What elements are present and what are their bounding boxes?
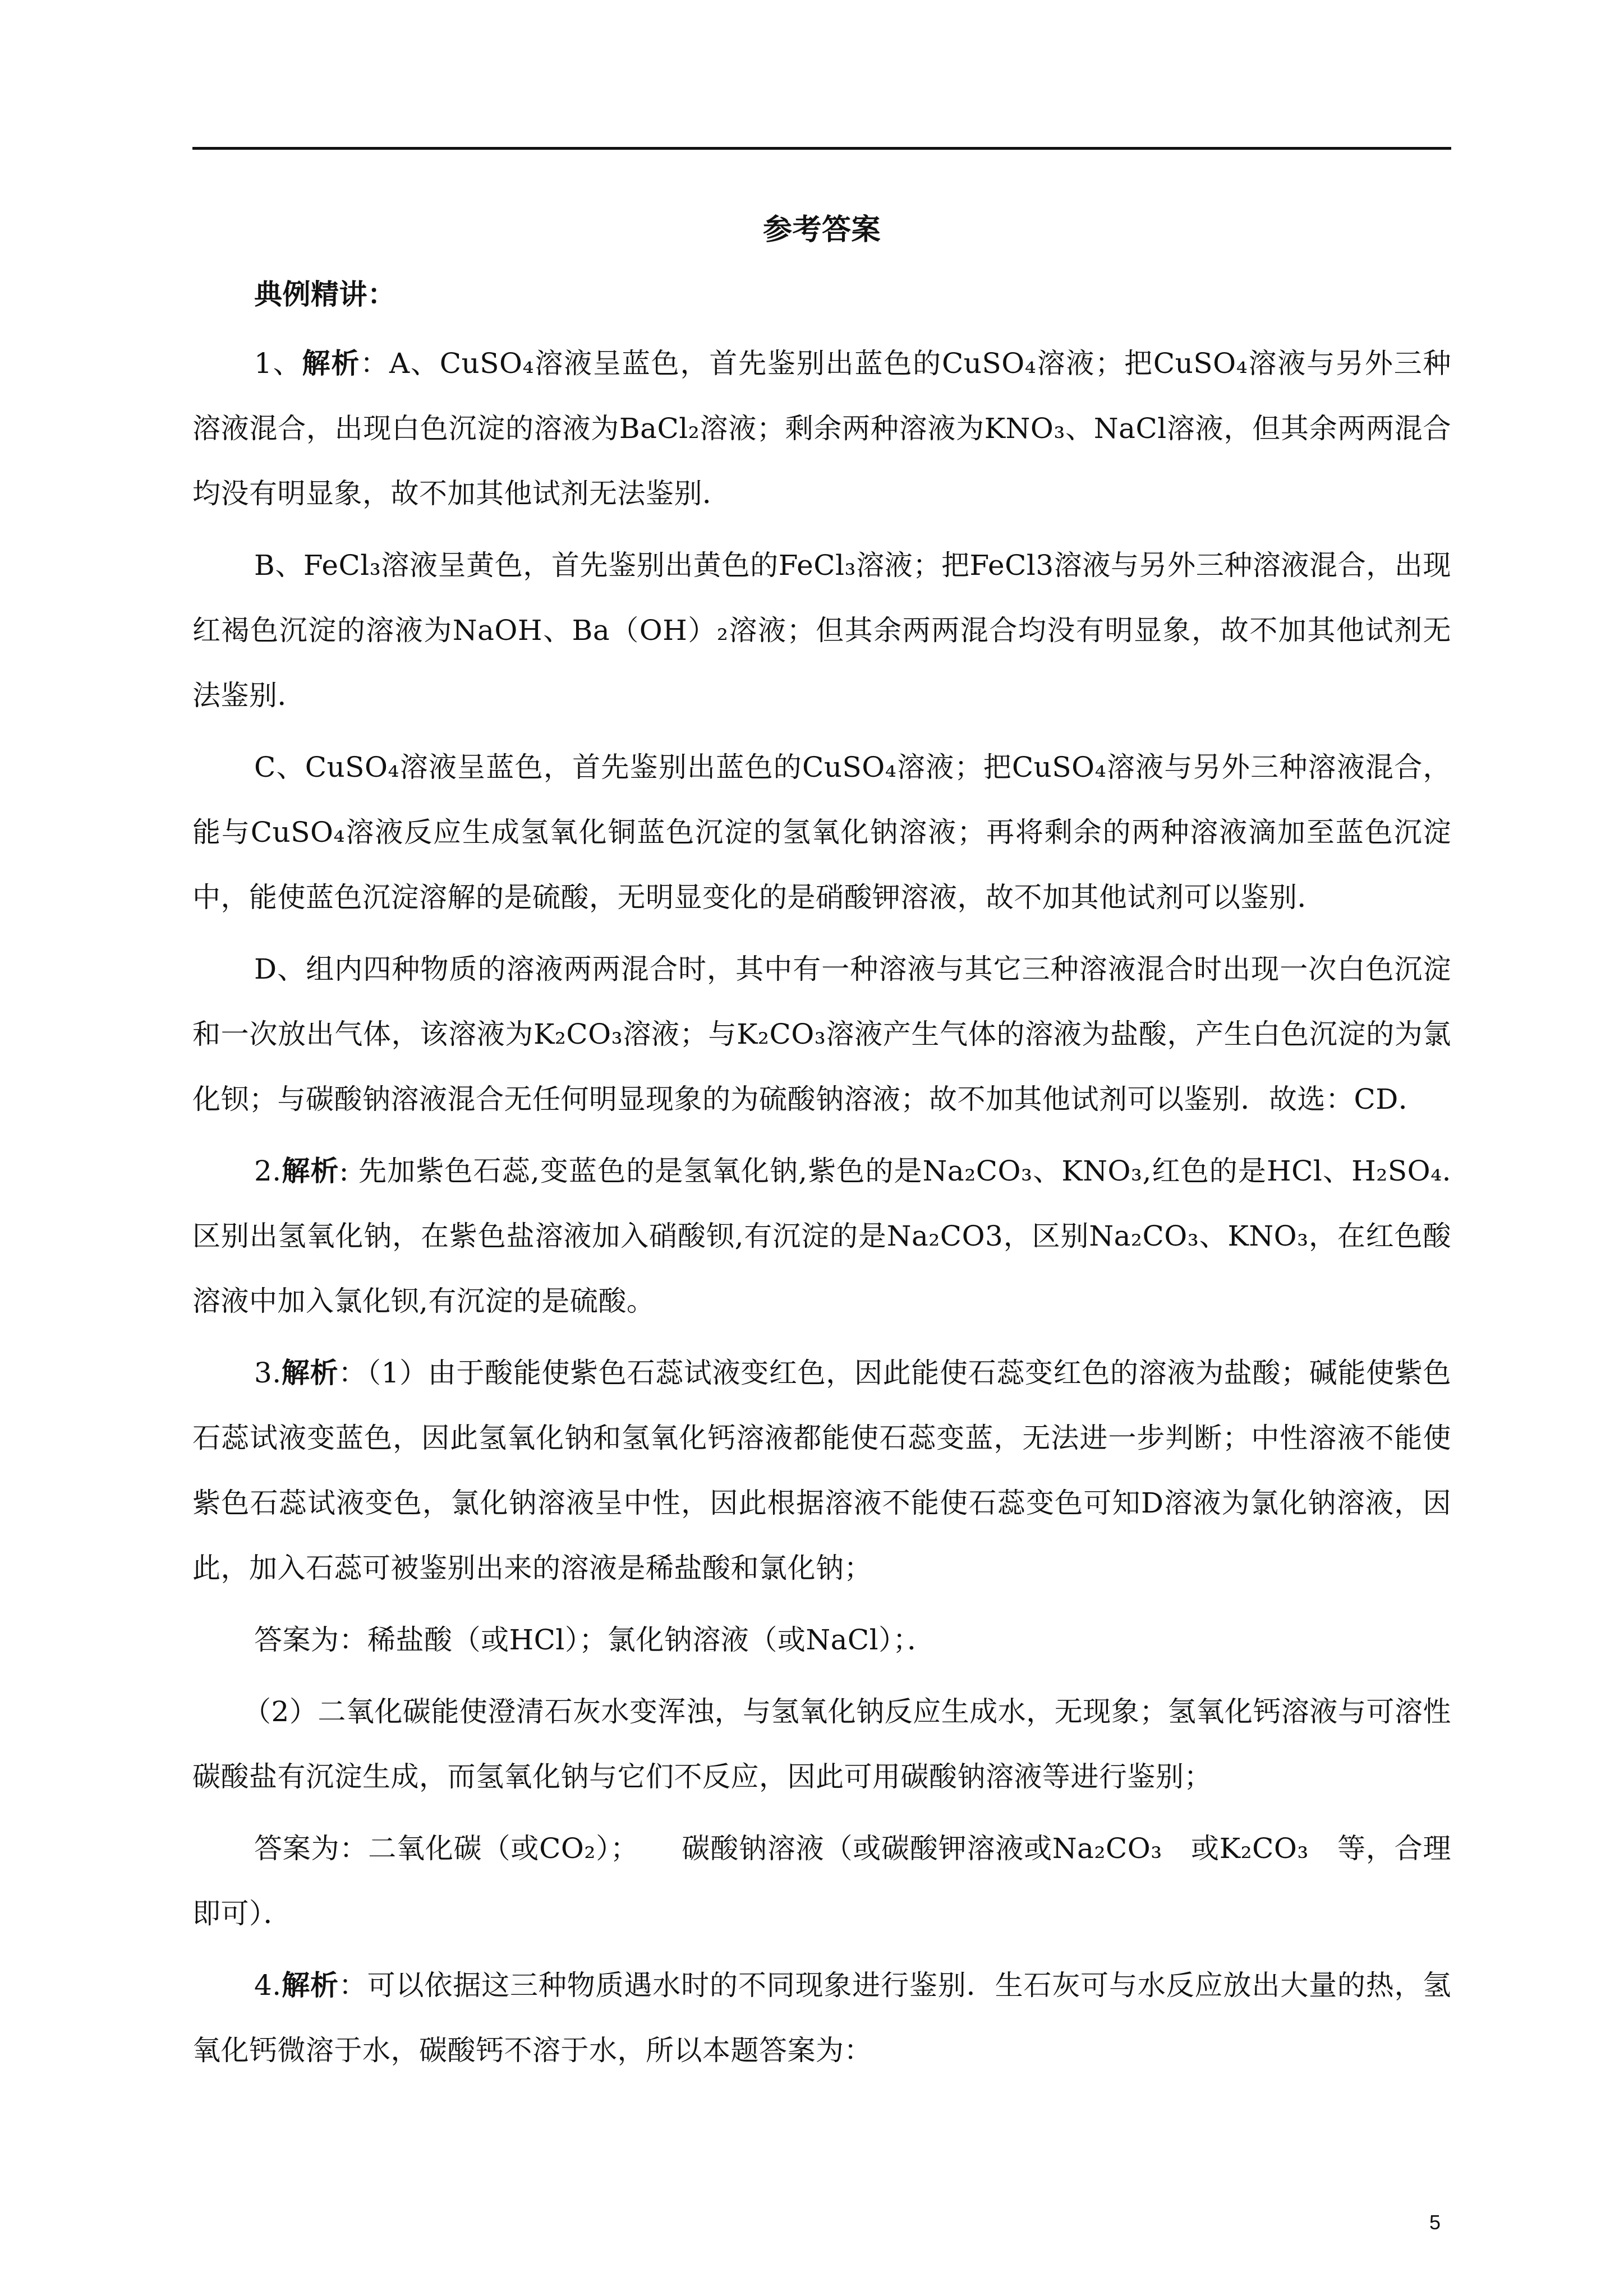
analysis-label: 解析 <box>281 1968 339 2002</box>
answer-paragraph-1c: C、CuSO₄溶液呈蓝色，首先鉴别出蓝色的CuSO₄溶液；把CuSO₄溶液与另外三种溶液混合，能与CuSO₄溶液反应生成氢氧化铜蓝色沉淀的氢氧化钠溶液；再将剩余的两种溶液滴加至蓝色沉淀中，能使蓝色沉淀溶解的是硫酸，无明显变化的是硝酸钾溶液，故不加其他试剂可以鉴别． <box>192 751 1451 914</box>
answer-paragraph-1: 1、解析：A、CuSO₄溶液呈蓝色，首先鉴别出蓝色的CuSO₄溶液；把CuSO₄溶液与另外三种溶液混合，出现白色沉淀的溶液为BaCl₂溶液；剩余两种溶液为KNO₃、NaCl溶液，但其余两两混合均没有明显象，故不加其他试剂无法鉴别． <box>192 347 1451 510</box>
document-body <box>192 202 1451 2090</box>
answer-paragraph-1d: D、组内四种物质的溶液两两混合时，其中有一种溶液与其它三种溶液混合时出现一次白色沉淀和一次放出气体，该溶液为K₂CO₃溶液；与K₂CO₃溶液产生气体的溶液为盐酸，产生白色沉淀的为氯化钡；与碳酸钠溶液混合无任何明显现象的为硫酸钠溶液；故不加其他试剂可以鉴别．故选：CD． <box>192 953 1451 1115</box>
page-title: 参考答案 <box>762 213 881 247</box>
answer-paragraph-4: 4.解析：可以依据这三种物质遇水时的不同现象进行鉴别．生石灰可与水反应放出大量的热，氢氧化钙微溶于水，碳酸钙不溶于水，所以本题答案为： <box>192 1968 1452 2067</box>
header-rule <box>192 147 1451 150</box>
answer-paragraph-3-2: （2）二氧化碳能使澄清石灰水变浑浊，与氢氧化钠反应生成水，无现象；氢氧化钙溶液与可溶性碳酸盐有沉淀生成，而氢氧化钠与它们不反应，因此可用碳酸钠溶液等进行鉴别； <box>192 1695 1451 1793</box>
page-number: 5 <box>1429 2211 1441 2234</box>
answer-paragraph-1b: B、FeCl₃溶液呈黄色，首先鉴别出黄色的FeCl₃溶液；把FeCl3溶液与另外三种溶液混合，出现红褐色沉淀的溶液为NaOH、Ba（OH）₂溶液；但其余两两混合均没有明显象，故不加其他试剂无法鉴别． <box>192 549 1451 712</box>
answer-line-3-2: 答案为：二氧化碳（或CO₂）； 碳酸钠溶液（或碳酸钾溶液或Na₂CO₃ 或K₂CO₃ 等，合理即可）． <box>192 1832 1451 1930</box>
analysis-label: 解析 <box>281 1356 339 1389</box>
section-heading: 典例精讲： <box>254 278 396 311</box>
analysis-label: 解析 <box>281 1154 339 1187</box>
answer-line-3-1: 答案为：稀盐酸（或HCl）；氯化钠溶液（或NaCl）；． <box>254 1624 936 1656</box>
answer-paragraph-3: 3.解析：（1）由于酸能使紫色石蕊试液变红色，因此能使石蕊变红色的溶液为盐酸；碱能使紫色石蕊试液变蓝色，因此氢氧化钠和氢氧化钙溶液都能使石蕊变蓝，无法进一步判断；中性溶液不能使紫色石蕊试液变色，氯化钠溶液呈中性，因此根据溶液不能使石蕊变色可知D溶液为氯化钠溶液，因此，加入石蕊可被鉴别出来的溶液是稀盐酸和氯化钠； <box>192 1356 1452 1584</box>
answer-paragraph-2: 2.解析: 先加紫色石蕊,变蓝色的是氢氧化钠,紫色的是Na₂CO₃、KNO₃,红色的是HCl、H₂SO₄.区别出氢氧化钠，在紫色盐溶液加入硝酸钡,有沉淀的是Na₂CO3，区别Na₂CO₃、KNO₃，在红色酸溶液中加入氯化钡,有沉淀的是硫酸。 <box>192 1154 1452 1317</box>
analysis-label: 解析 <box>302 347 361 380</box>
